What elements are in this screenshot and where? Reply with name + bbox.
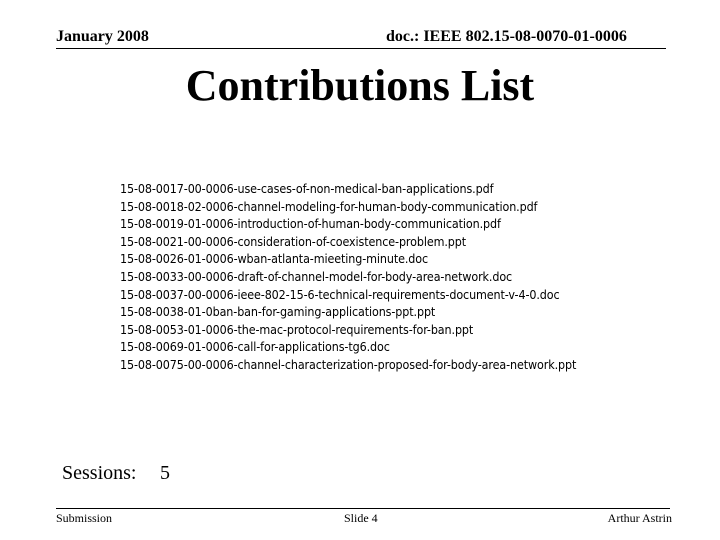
list-item: 15-08-0021-00-0006-consideration-of-coexistence-problem.ppt (120, 233, 467, 249)
slide-title: Contributions List (185, 61, 535, 110)
list-item: 15-08-0038-01-0ban-ban-for-gaming-applications-ppt.ppt (120, 304, 436, 320)
footer-divider (56, 508, 670, 509)
list-item: 15-08-0053-01-0006-the-mac-protocol-requirements-for-ban.ppt (120, 321, 474, 337)
header-divider (56, 48, 666, 49)
header-doc-id: doc.: IEEE 802.15-08-0070-01-0006 (386, 28, 627, 45)
header-date: January 2008 (56, 28, 149, 45)
list-item: 15-08-0026-01-0006-wban-atlanta-mieeting-minute.doc (120, 251, 429, 267)
list-item: 15-08-0018-02-0006-channel-modeling-for-human-body-communication.pdf (120, 198, 538, 214)
list-item: 15-08-0075-00-0006-channel-characterization-proposed-for-body-area-network.ppt (120, 356, 577, 372)
list-item: 15-08-0037-00-0006-ieee-802-15-6-technical-requirements-document-v-4-0.doc (120, 286, 560, 302)
list-item: 15-08-0017-00-0006-use-cases-of-non-medical-ban-applications.pdf (120, 181, 494, 196)
footer-author: Arthur Astrin (607, 511, 672, 525)
footer-slide-number: Slide 4 (344, 511, 378, 525)
list-item: 15-08-0033-00-0006-draft-of-channel-model-for-body-area-network.doc (120, 268, 513, 284)
contributions-list (120, 180, 576, 374)
list-item: 15-08-0069-01-0006-call-for-applications-tg6.doc (120, 339, 390, 355)
sessions-label: Sessions: (62, 462, 137, 484)
footer-submission: Submission (56, 511, 113, 525)
list-item: 15-08-0019-01-0006-introduction-of-human-body-communication.pdf (120, 216, 501, 232)
sessions-value: 5 (160, 462, 170, 484)
